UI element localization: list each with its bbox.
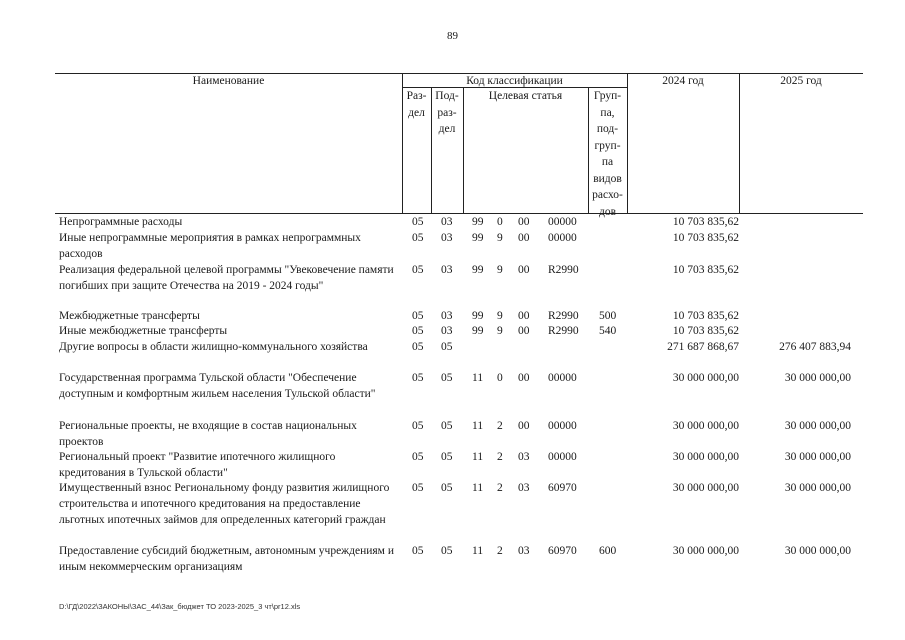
row-target-event: 00 xyxy=(518,310,530,322)
row-amount-2024: 30 000 000,00 xyxy=(672,451,739,463)
row-name: Реализация федеральной целевой программы "Увековечение памяти погибших при защите Отечества на 2019 - 2024 годы" xyxy=(59,264,394,292)
page-number: 89 xyxy=(447,30,458,42)
row-target-direction: 00000 xyxy=(548,420,577,432)
row-podrazdel: 05 xyxy=(441,372,453,384)
row-name: Региональные проекты, не входящие в состав национальных проектов xyxy=(59,420,357,448)
row-target-event: 00 xyxy=(518,325,530,337)
row-target-program: 99 xyxy=(472,264,484,276)
header-classification-code: Код классификации xyxy=(466,75,563,87)
row-target-type: 9 xyxy=(497,310,503,322)
row-target-direction: R2990 xyxy=(548,325,579,337)
row-razdel: 05 xyxy=(412,482,424,494)
row-target-program: 11 xyxy=(472,482,484,494)
row-target-event: 00 xyxy=(518,232,530,244)
row-target-direction: R2990 xyxy=(548,310,579,322)
row-podrazdel: 05 xyxy=(441,482,453,494)
row-razdel: 05 xyxy=(412,372,424,384)
row-target-event: 00 xyxy=(518,216,530,228)
row-target-event: 03 xyxy=(518,482,530,494)
row-amount-2025: 30 000 000,00 xyxy=(784,420,851,432)
row-podrazdel: 05 xyxy=(441,420,453,432)
row-amount-2024: 10 703 835,62 xyxy=(672,216,739,228)
row-podrazdel: 03 xyxy=(441,264,453,276)
row-name: Иные непрограммные мероприятия в рамках непрограммных расходов xyxy=(59,232,361,260)
row-target-program: 99 xyxy=(472,216,484,228)
row-amount-2024: 10 703 835,62 xyxy=(672,264,739,276)
row-podrazdel: 05 xyxy=(441,341,453,353)
row-target-program: 99 xyxy=(472,310,484,322)
row-razdel: 05 xyxy=(412,325,424,337)
row-target-direction: 00000 xyxy=(548,216,577,228)
row-amount-2024: 271 687 868,67 xyxy=(667,341,739,353)
row-target-type: 0 xyxy=(497,216,503,228)
header-year-2024: 2024 год xyxy=(662,75,704,87)
row-target-direction: 60970 xyxy=(548,545,577,557)
row-razdel: 05 xyxy=(412,216,424,228)
row-amount-2024: 30 000 000,00 xyxy=(672,372,739,384)
row-target-direction: 00000 xyxy=(548,372,577,384)
row-target-program: 11 xyxy=(472,451,484,463)
row-target-event: 03 xyxy=(518,451,530,463)
row-target-event: 00 xyxy=(518,264,530,276)
row-target-type: 9 xyxy=(497,232,503,244)
row-name: Государственная программа Тульской области "Обеспечение доступным и комфортным жильем населения Тульской области" xyxy=(59,372,376,400)
row-razdel: 05 xyxy=(412,420,424,432)
row-podrazdel: 03 xyxy=(441,310,453,322)
row-podrazdel: 03 xyxy=(441,232,453,244)
row-target-type: 9 xyxy=(497,325,503,337)
row-name: Межбюджетные трансферты xyxy=(59,310,200,322)
row-target-program: 11 xyxy=(472,545,484,557)
row-podrazdel: 05 xyxy=(441,545,453,557)
row-target-type: 9 xyxy=(497,264,503,276)
row-target-direction: R2990 xyxy=(548,264,579,276)
row-name: Имущественный взнос Региональному фонду развития жилищного строительства и ипотечного кредитования на предоставление льготных ипотечных займов для определенных категорий граждан xyxy=(59,482,390,526)
table-header xyxy=(55,73,863,218)
row-target-program: 11 xyxy=(472,420,484,432)
row-podrazdel: 03 xyxy=(441,216,453,228)
row-name: Иные межбюджетные трансферты xyxy=(59,325,228,337)
row-amount-2024: 10 703 835,62 xyxy=(672,325,739,337)
row-target-program: 99 xyxy=(472,325,484,337)
row-razdel: 05 xyxy=(412,545,424,557)
row-target-type: 2 xyxy=(497,451,503,463)
row-target-program: 99 xyxy=(472,232,484,244)
row-target-type: 2 xyxy=(497,420,503,432)
row-name: Непрограммные расходы xyxy=(59,216,183,228)
row-amount-2025: 30 000 000,00 xyxy=(784,372,851,384)
row-podrazdel: 03 xyxy=(441,325,453,337)
row-expense-type: 540 xyxy=(599,325,617,337)
row-amount-2024: 30 000 000,00 xyxy=(672,545,739,557)
row-podrazdel: 05 xyxy=(441,451,453,463)
row-target-direction: 60970 xyxy=(548,482,577,494)
row-razdel: 05 xyxy=(412,451,424,463)
row-target-event: 00 xyxy=(518,420,530,432)
row-name: Предоставление субсидий бюджетным, автономным учреждениям и иным некоммерческим организациям xyxy=(59,545,394,573)
row-expense-type: 600 xyxy=(599,545,617,557)
row-target-direction: 00000 xyxy=(548,451,577,463)
row-amount-2025: 276 407 883,94 xyxy=(779,341,851,353)
header-razdel: Раз- дел xyxy=(406,90,427,119)
row-amount-2024: 30 000 000,00 xyxy=(672,482,739,494)
row-target-direction: 00000 xyxy=(548,232,577,244)
header-podrazdel: Под- раз- дел xyxy=(435,90,459,135)
row-amount-2024: 10 703 835,62 xyxy=(672,310,739,322)
row-expense-type: 500 xyxy=(599,310,617,322)
row-target-event: 03 xyxy=(518,545,530,557)
row-razdel: 05 xyxy=(412,264,424,276)
row-razdel: 05 xyxy=(412,310,424,322)
header-celevaya-statya: Целевая статья xyxy=(488,90,563,102)
header-year-2025: 2025 год xyxy=(780,75,822,87)
row-target-type: 2 xyxy=(497,545,503,557)
header-vid-rashodov: Груп- па, под- груп- па видов расхо- дов xyxy=(592,90,623,218)
row-amount-2025: 30 000 000,00 xyxy=(784,545,851,557)
row-amount-2025: 30 000 000,00 xyxy=(784,451,851,463)
row-target-event: 00 xyxy=(518,372,530,384)
row-target-program: 11 xyxy=(472,372,484,384)
row-name: Региональный проект "Развитие ипотечного жилищного кредитования в Тульской области" xyxy=(59,451,336,479)
header-name: Наименование xyxy=(192,75,265,87)
row-target-type: 0 xyxy=(497,372,503,384)
row-amount-2024: 30 000 000,00 xyxy=(672,420,739,432)
row-amount-2024: 10 703 835,62 xyxy=(672,232,739,244)
row-razdel: 05 xyxy=(412,232,424,244)
row-target-type: 2 xyxy=(497,482,503,494)
row-name: Другие вопросы в области жилищно-коммунального хозяйства xyxy=(59,341,368,353)
row-amount-2025: 30 000 000,00 xyxy=(784,482,851,494)
file-path-footer: D:\ГД\2022\ЗАКОНЫ\ЗАС_44\Зак_бюджет ТО 2023-2025_3 чт\pr12.xls xyxy=(59,602,301,611)
row-razdel: 05 xyxy=(412,341,424,353)
